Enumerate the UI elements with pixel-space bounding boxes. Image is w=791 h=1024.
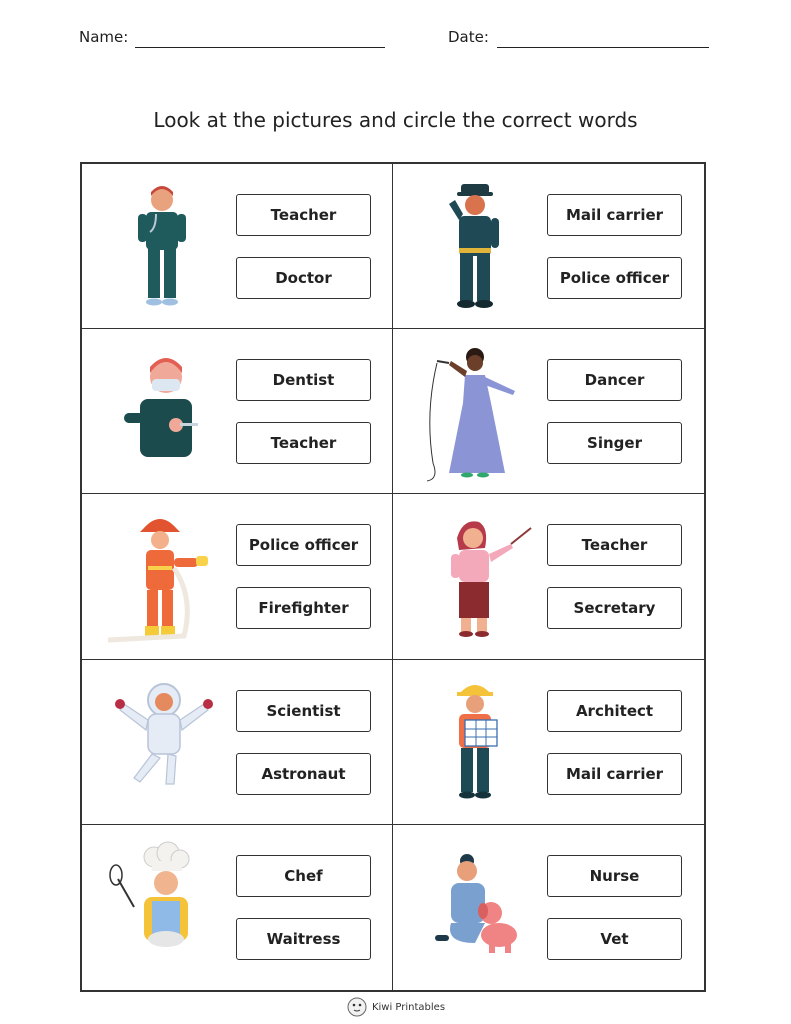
option-box[interactable]: Teacher xyxy=(236,422,371,464)
worksheet-grid xyxy=(80,162,706,992)
option-box[interactable]: Singer xyxy=(547,422,682,464)
item-cell xyxy=(393,660,704,825)
option-box[interactable]: Police officer xyxy=(236,524,371,566)
item-cell xyxy=(393,825,704,990)
option-box[interactable]: Waitress xyxy=(236,918,371,960)
vet-icon xyxy=(415,839,535,979)
option-box[interactable]: Police officer xyxy=(547,257,682,299)
option-box[interactable]: Teacher xyxy=(236,194,371,236)
firefighter-icon xyxy=(104,508,224,648)
option-box[interactable]: Doctor xyxy=(236,257,371,299)
date-line[interactable] xyxy=(497,47,709,48)
option-box[interactable]: Dancer xyxy=(547,359,682,401)
architect-icon xyxy=(415,674,535,814)
option-box[interactable]: Vet xyxy=(547,918,682,960)
option-box[interactable]: Dentist xyxy=(236,359,371,401)
item-cell xyxy=(393,164,704,329)
name-field[interactable] xyxy=(79,28,128,46)
instruction: Look at the pictures and circle the correct words xyxy=(153,108,638,132)
item-cell xyxy=(82,494,393,659)
item-cell xyxy=(82,329,393,494)
option-box[interactable]: Teacher xyxy=(547,524,682,566)
date-field[interactable] xyxy=(448,28,489,46)
singer-icon xyxy=(415,343,535,483)
item-cell xyxy=(393,329,704,494)
item-cell xyxy=(393,494,704,659)
option-box[interactable]: Architect xyxy=(547,690,682,732)
option-box[interactable]: Mail carrier xyxy=(547,753,682,795)
option-box[interactable]: Chef xyxy=(236,855,371,897)
date-label: Date: xyxy=(448,28,489,46)
police-officer-icon xyxy=(415,178,535,318)
option-box[interactable]: Scientist xyxy=(236,690,371,732)
item-cell xyxy=(82,660,393,825)
option-box[interactable]: Astronaut xyxy=(236,753,371,795)
astronaut-icon xyxy=(104,674,224,814)
option-box[interactable]: Firefighter xyxy=(236,587,371,629)
chef-icon xyxy=(104,839,224,979)
footer xyxy=(0,996,791,1018)
doctor-icon xyxy=(104,178,224,318)
item-cell xyxy=(82,825,393,990)
name-line[interactable] xyxy=(135,47,385,48)
name-label: Name: xyxy=(79,28,129,46)
option-box[interactable]: Mail carrier xyxy=(547,194,682,236)
dentist-icon xyxy=(104,343,224,483)
option-box[interactable]: Secretary xyxy=(547,587,682,629)
option-box[interactable]: Nurse xyxy=(547,855,682,897)
item-cell xyxy=(82,164,393,329)
teacher-icon xyxy=(415,508,535,648)
footer-brand: Kiwi Printables xyxy=(371,1001,446,1013)
kiwi-logo-icon xyxy=(346,996,368,1018)
